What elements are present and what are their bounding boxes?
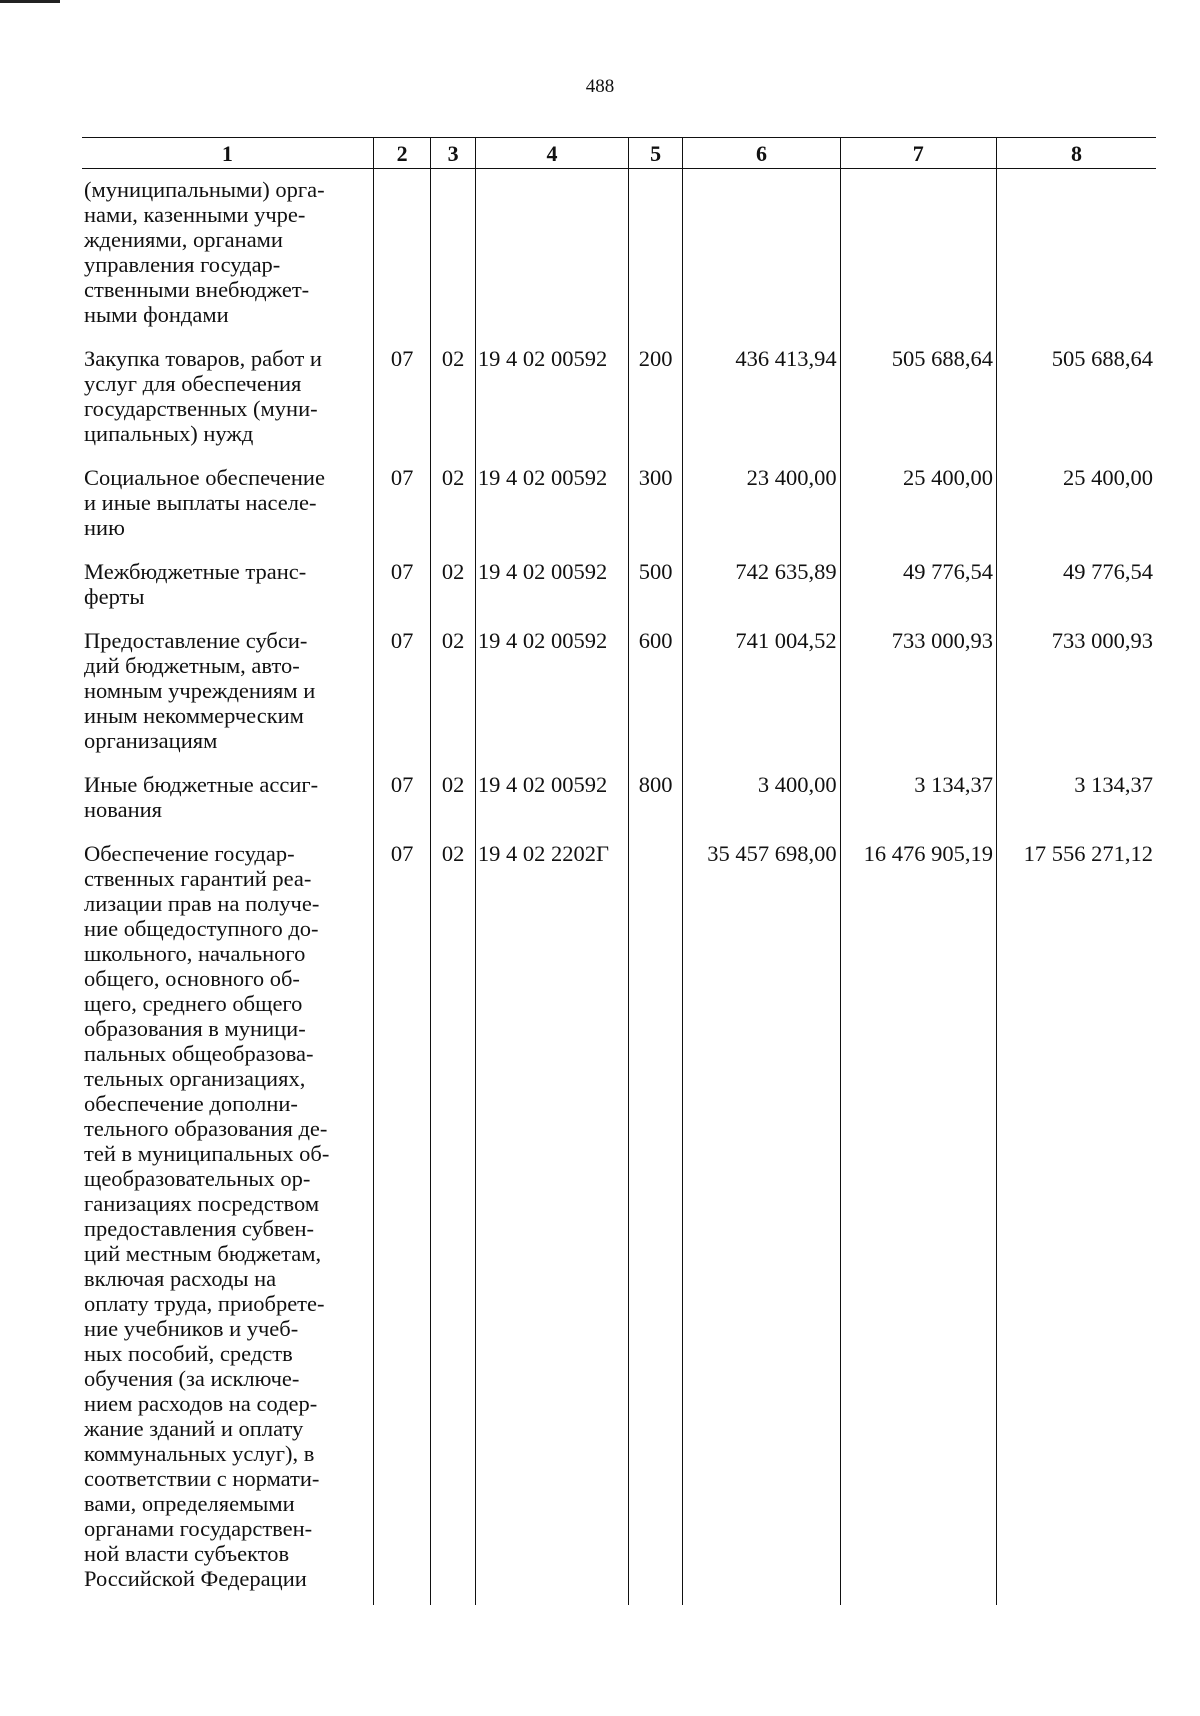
target-article-cell: 19 4 02 2202Г — [475, 835, 628, 1605]
section-code-cell: 07 — [373, 835, 430, 1605]
amount-col8-cell — [996, 169, 1156, 341]
expense-name-line: оплату труда, приобрете- — [84, 1291, 325, 1316]
section-code-cell — [373, 169, 430, 341]
column-header: 6 — [683, 138, 840, 169]
subsection-code-cell: 02 — [431, 835, 476, 1605]
subsection-code-cell: 02 — [431, 459, 476, 553]
section-code-cell: 07 — [373, 553, 430, 622]
expense-name-line: ждениями, органами — [84, 227, 283, 252]
amount-col6-cell: 35 457 698,00 — [683, 835, 840, 1605]
expense-name-line: ферты — [84, 584, 145, 609]
expense-name-line: тельного образования де- — [84, 1116, 328, 1141]
expense-name-line: щеобразовательных ор- — [84, 1166, 311, 1191]
expense-name-line: нами, казенными учре- — [84, 202, 306, 227]
expense-name-line: ций местным бюджетам, — [84, 1241, 322, 1266]
expense-name-line: ганизациях посредством — [84, 1191, 320, 1216]
subsection-code-cell: 02 — [431, 340, 476, 459]
budget-table — [82, 137, 1156, 1605]
column-header: 8 — [996, 138, 1156, 169]
expense-name-line: номным учреждениям и — [84, 678, 316, 703]
target-article-cell: 19 4 02 00592 — [475, 340, 628, 459]
expense-name-line: Иные бюджетные ассиг- — [84, 772, 319, 797]
target-article-cell — [475, 169, 628, 341]
expense-type-cell — [629, 835, 683, 1605]
target-article-cell: 19 4 02 00592 — [475, 553, 628, 622]
expense-name-line: органами государствен- — [84, 1516, 313, 1541]
table-row — [82, 835, 1156, 1605]
expense-name-line: Обеспечение государ- — [84, 841, 295, 866]
amount-col8-cell: 25 400,00 — [996, 459, 1156, 553]
expense-name-line: (муниципальными) орга- — [84, 177, 325, 202]
amount-col6-cell: 23 400,00 — [683, 459, 840, 553]
scan-edge-mark — [0, 0, 60, 3]
expense-name-line: Межбюджетные транс- — [84, 559, 307, 584]
amount-col8-cell: 17 556 271,12 — [996, 835, 1156, 1605]
expense-name-cell — [82, 766, 373, 835]
target-article-cell: 19 4 02 00592 — [475, 622, 628, 766]
expense-name-line: Предоставление субси- — [84, 628, 308, 653]
expense-name-line: и иные выплаты населе- — [84, 490, 317, 515]
amount-col6-cell: 436 413,94 — [683, 340, 840, 459]
expense-name-line: школьного, начального — [84, 941, 306, 966]
expense-name-line: дий бюджетным, авто- — [84, 653, 300, 678]
expense-type-cell: 200 — [629, 340, 683, 459]
expense-name-cell — [82, 340, 373, 459]
expense-name-line: иным некоммерческим — [84, 703, 304, 728]
table-body — [82, 169, 1156, 1606]
amount-col8-cell: 505 688,64 — [996, 340, 1156, 459]
subsection-code-cell: 02 — [431, 622, 476, 766]
subsection-code-cell — [431, 169, 476, 341]
expense-name-cell — [82, 459, 373, 553]
amount-col7-cell: 49 776,54 — [840, 553, 996, 622]
expense-name-line: нием расходов на содер- — [84, 1391, 318, 1416]
target-article-cell: 19 4 02 00592 — [475, 766, 628, 835]
column-header: 4 — [475, 138, 628, 169]
expense-name-line: предоставления субвен- — [84, 1216, 315, 1241]
amount-col7-cell: 3 134,37 — [840, 766, 996, 835]
table-row — [82, 340, 1156, 459]
column-header: 5 — [629, 138, 683, 169]
expense-type-cell: 300 — [629, 459, 683, 553]
expense-name-cell — [82, 169, 373, 341]
expense-name-line: нования — [84, 797, 163, 822]
amount-col6-cell: 742 635,89 — [683, 553, 840, 622]
expense-name-line: общего, основного об- — [84, 966, 300, 991]
expense-name-line: управления государ- — [84, 252, 281, 277]
section-code-cell: 07 — [373, 340, 430, 459]
expense-name-line: Закупка товаров, работ и — [84, 346, 322, 371]
expense-name-line: услуг для обеспечения — [84, 371, 302, 396]
subsection-code-cell: 02 — [431, 553, 476, 622]
expense-name-line: пальных общеобразова- — [84, 1041, 314, 1066]
table-row — [82, 553, 1156, 622]
expense-type-cell: 600 — [629, 622, 683, 766]
target-article-cell: 19 4 02 00592 — [475, 459, 628, 553]
table-row — [82, 169, 1156, 341]
expense-name-line: тей в муниципальных об- — [84, 1141, 330, 1166]
amount-col8-cell: 733 000,93 — [996, 622, 1156, 766]
expense-name-line: ние общедоступного до- — [84, 916, 319, 941]
expense-name-line: организациям — [84, 728, 218, 753]
amount-col8-cell: 49 776,54 — [996, 553, 1156, 622]
amount-col7-cell: 16 476 905,19 — [840, 835, 996, 1605]
expense-name-line: включая расходы на — [84, 1266, 277, 1291]
expense-type-cell: 500 — [629, 553, 683, 622]
expense-name-line: ной власти субъектов — [84, 1541, 290, 1566]
column-header: 7 — [840, 138, 996, 169]
page-number: 488 — [585, 76, 615, 97]
expense-type-cell — [629, 169, 683, 341]
expense-name-line: Социальное обеспечение — [84, 465, 325, 490]
section-code-cell: 07 — [373, 459, 430, 553]
amount-col7-cell: 25 400,00 — [840, 459, 996, 553]
expense-name-line: жание зданий и оплату — [84, 1416, 304, 1441]
expense-name-line: щего, среднего общего — [84, 991, 303, 1016]
expense-name-line: Российской Федерации — [84, 1566, 307, 1591]
table-row — [82, 622, 1156, 766]
section-code-cell: 07 — [373, 622, 430, 766]
expense-name-line: обеспечение дополни- — [84, 1091, 298, 1116]
expense-name-line: вами, определяемыми — [84, 1491, 295, 1516]
expense-name-line: образования в муници- — [84, 1016, 306, 1041]
expense-name-cell — [82, 553, 373, 622]
column-header: 3 — [431, 138, 476, 169]
amount-col6-cell — [683, 169, 840, 341]
expense-name-line: соответствии с нормати- — [84, 1466, 320, 1491]
expense-name-line: ственных гарантий реа- — [84, 866, 312, 891]
table-header-row — [82, 138, 1156, 169]
column-header: 1 — [82, 138, 373, 169]
amount-col6-cell: 741 004,52 — [683, 622, 840, 766]
expense-name-line: ственными внебюджет- — [84, 277, 310, 302]
expense-name-line: тельных организациях, — [84, 1066, 306, 1091]
expense-name-line: нию — [84, 515, 125, 540]
amount-col8-cell: 3 134,37 — [996, 766, 1156, 835]
subsection-code-cell: 02 — [431, 766, 476, 835]
table-row — [82, 766, 1156, 835]
expense-name-line: государственных (муни- — [84, 396, 318, 421]
expense-name-line: обучения (за исключе- — [84, 1366, 300, 1391]
expense-name-line: коммунальных услуг), в — [84, 1441, 315, 1466]
expense-name-line: ципальных) нужд — [84, 421, 254, 446]
table-row — [82, 459, 1156, 553]
expense-name-line: ных пособий, средств — [84, 1341, 293, 1366]
amount-col7-cell: 733 000,93 — [840, 622, 996, 766]
column-header: 2 — [373, 138, 430, 169]
section-code-cell: 07 — [373, 766, 430, 835]
amount-col6-cell: 3 400,00 — [683, 766, 840, 835]
expense-name-cell — [82, 622, 373, 766]
expense-type-cell: 800 — [629, 766, 683, 835]
expense-name-line: ние учебников и учеб- — [84, 1316, 299, 1341]
amount-col7-cell: 505 688,64 — [840, 340, 996, 459]
expense-name-line: лизации прав на получе- — [84, 891, 320, 916]
expense-name-cell — [82, 835, 373, 1605]
expense-name-line: ными фондами — [84, 302, 229, 327]
amount-col7-cell — [840, 169, 996, 341]
